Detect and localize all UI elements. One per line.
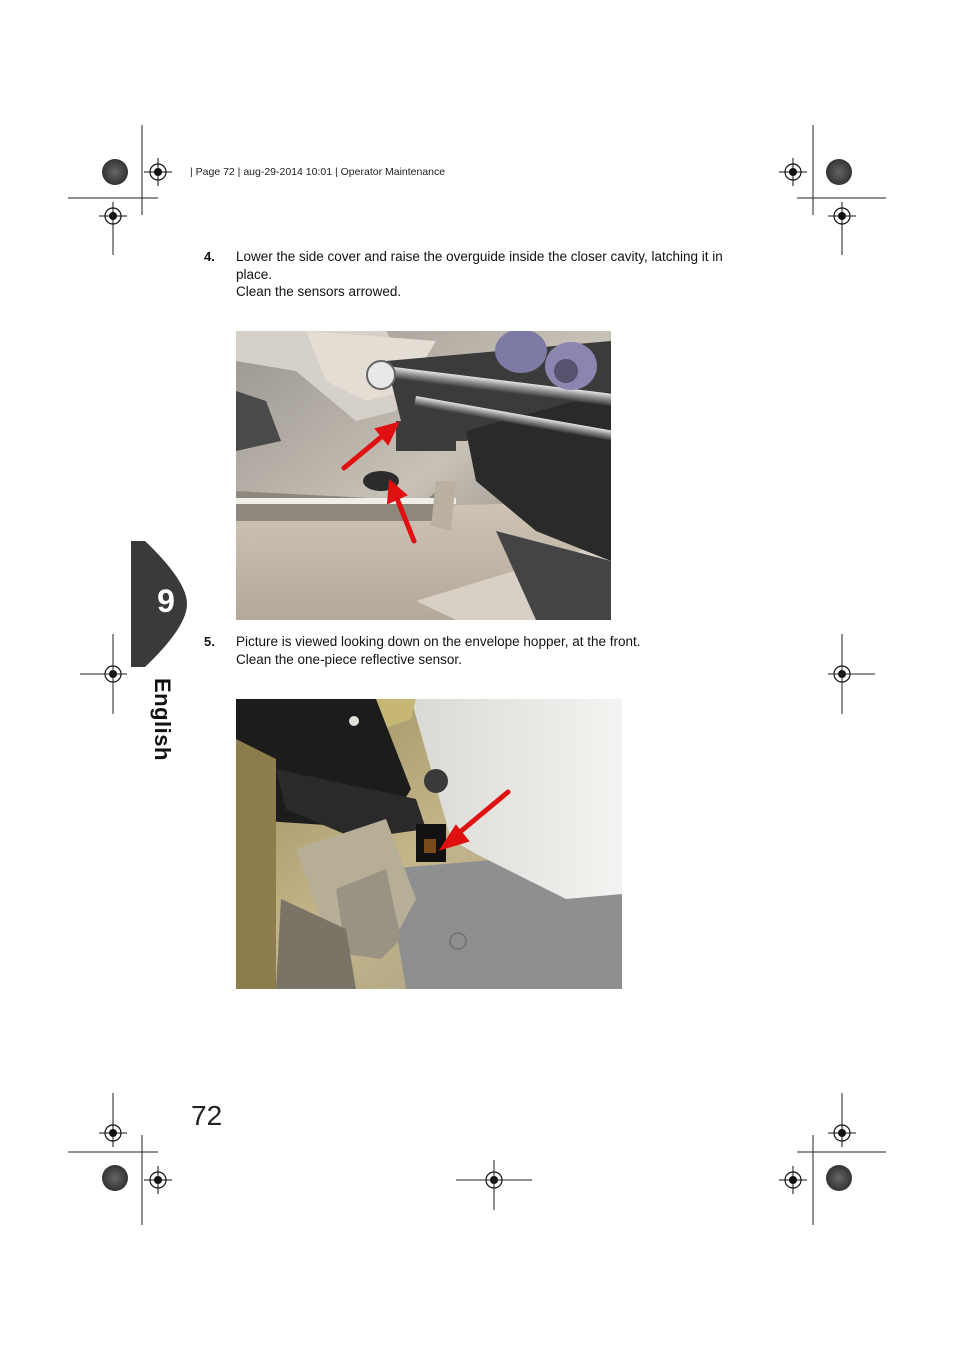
step-4-text bbox=[236, 248, 766, 301]
envelope-hopper-photo bbox=[236, 699, 622, 989]
step-5-line-1: Picture is viewed looking down on the envelope hopper, at the front. bbox=[236, 634, 641, 649]
step-5-text bbox=[236, 633, 766, 668]
language-label bbox=[143, 678, 183, 768]
running-head: | Page 72 | aug-29-2014 10:01 | Operator Maintenance bbox=[190, 166, 446, 178]
step-4-line-2: place. bbox=[236, 266, 273, 282]
language-label-text: English bbox=[150, 678, 175, 761]
step-5-number: 5. bbox=[204, 634, 215, 649]
step-5-line-2: Clean the one-piece reflective sensor. bbox=[236, 651, 462, 667]
closer-cavity-photo bbox=[236, 331, 611, 620]
step-4-line-1: Lower the side cover and raise the overguide inside the closer cavity, latching it in bbox=[236, 249, 723, 264]
step-4-line-3: Clean the sensors arrowed. bbox=[236, 284, 402, 299]
step-4-number: 4. bbox=[204, 249, 215, 264]
chapter-number: 9 bbox=[157, 583, 175, 619]
page-number: 72 bbox=[191, 1100, 223, 1131]
